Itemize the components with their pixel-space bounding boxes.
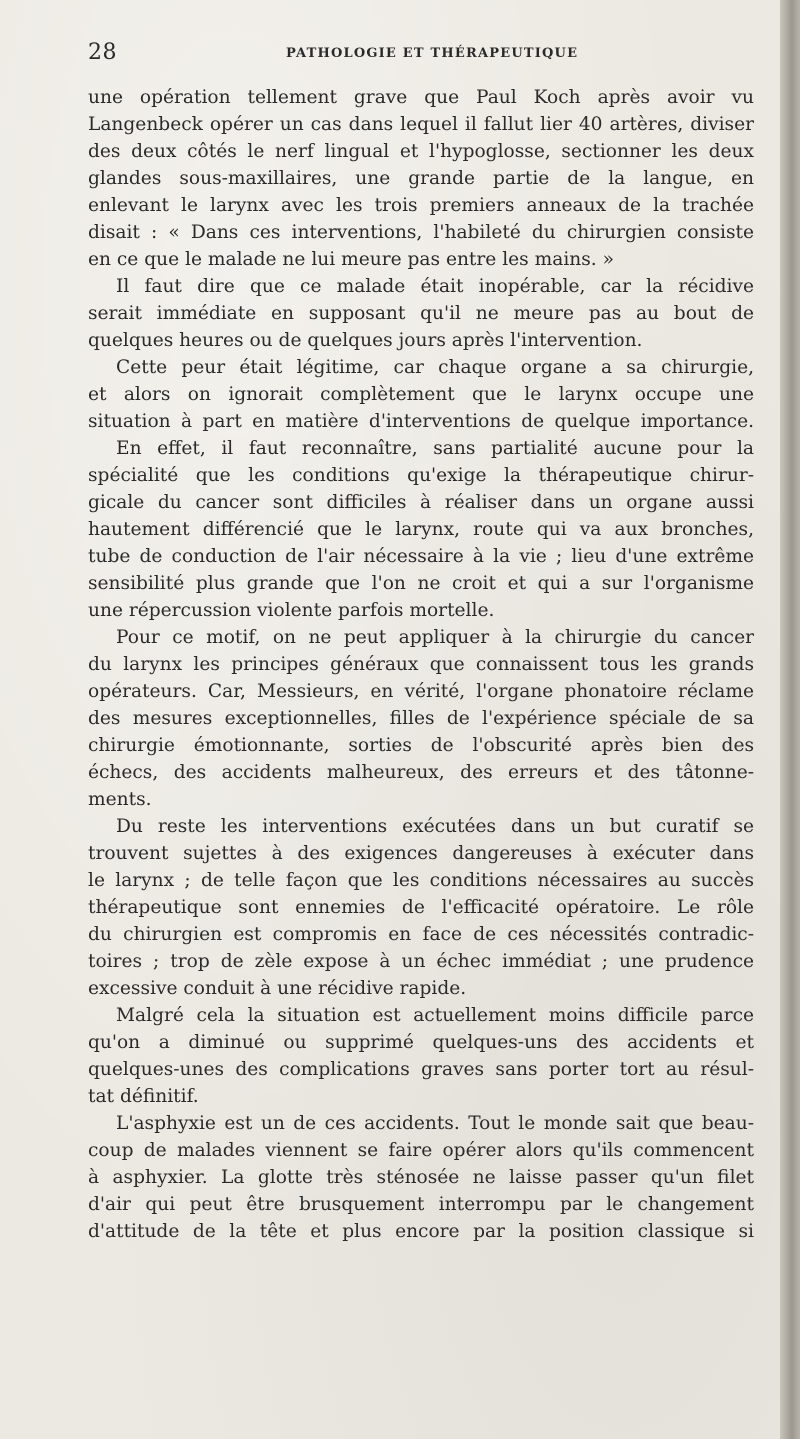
text-line: sensibilité plus grande que l'on ne croit et qui a sur l'organisme bbox=[88, 573, 754, 594]
text-line: chirurgie émotionnante, sorties de l'obscurité après bien des bbox=[88, 735, 754, 756]
text-line: à asphyxier. La glotte très sténosée ne laisse passer qu'un filet bbox=[88, 1167, 754, 1188]
page-header bbox=[88, 40, 752, 70]
text-line: ments. bbox=[88, 789, 152, 810]
page-edge-shadow bbox=[780, 0, 800, 1439]
text-line: quelques heures ou de quelques jours après l'intervention. bbox=[88, 330, 643, 351]
text-line: des deux côtés le nerf lingual et l'hypoglosse, sectionner les deux bbox=[88, 141, 754, 162]
body-text bbox=[88, 84, 754, 1245]
page-number: 28 bbox=[88, 40, 117, 65]
text-line: échecs, des accidents malheureux, des erreurs et des tâtonne- bbox=[88, 762, 754, 783]
text-line: Langenbeck opérer un cas dans lequel il fallut lier 40 artères, diviser bbox=[88, 114, 754, 135]
text-line: Du reste les interventions exécutées dans un but curatif se bbox=[116, 816, 754, 837]
text-line: toires ; trop de zèle expose à un échec immédiat ; une prudence bbox=[88, 951, 754, 972]
text-line: quelques-unes des complications graves sans porter tort au résul- bbox=[88, 1059, 754, 1080]
text-line: Pour ce motif, on ne peut appliquer à la chirurgie du cancer bbox=[116, 627, 754, 648]
text-line: des mesures exceptionnelles, filles de l'expérience spéciale de sa bbox=[88, 708, 754, 729]
text-line: coup de malades viennent se faire opérer alors qu'ils commencent bbox=[88, 1140, 754, 1161]
text-line: Cette peur était légitime, car chaque organe a sa chirurgie, bbox=[116, 357, 754, 378]
running-title: PATHOLOGIE ET THÉRAPEUTIQUE bbox=[286, 46, 579, 61]
text-line: glandes sous-maxillaires, une grande partie de la langue, en bbox=[88, 168, 754, 189]
text-line: tat définitif. bbox=[88, 1086, 199, 1107]
text-line: tube de conduction de l'air nécessaire à la vie ; lieu d'une extrême bbox=[88, 546, 754, 567]
text-line: en ce que le malade ne lui meure pas entre les mains. » bbox=[88, 249, 614, 270]
text-line: spécialité que les conditions qu'exige la thérapeutique chirur- bbox=[88, 465, 754, 486]
text-line: enlevant le larynx avec les trois premiers anneaux de la trachée bbox=[88, 195, 754, 216]
text-line: disait : « Dans ces interventions, l'habileté du chirurgien consiste bbox=[88, 222, 754, 243]
text-line: opérateurs. Car, Messieurs, en vérité, l'organe phonatoire réclame bbox=[88, 681, 754, 702]
text-line: L'asphyxie est un de ces accidents. Tout le monde sait que beau- bbox=[116, 1113, 754, 1134]
text-line: une répercussion violente parfois mortelle. bbox=[88, 600, 495, 621]
text-line: Il faut dire que ce malade était inopérable, car la récidive bbox=[116, 276, 754, 297]
text-line: En effet, il faut reconnaître, sans partialité aucune pour la bbox=[116, 438, 754, 459]
text-line: situation à part en matière d'interventions de quelque importance. bbox=[88, 411, 754, 432]
text-line: trouvent sujettes à des exigences dangereuses à exécuter dans bbox=[88, 843, 754, 864]
text-line: qu'on a diminué ou supprimé quelques-uns des accidents et bbox=[88, 1032, 754, 1053]
text-line: du larynx les principes généraux que connaissent tous les grands bbox=[88, 654, 754, 675]
text-line: excessive conduit à une récidive rapide. bbox=[88, 978, 467, 999]
text-line: serait immédiate en supposant qu'il ne meure pas au bout de bbox=[88, 303, 754, 324]
text-line: et alors on ignorait complètement que le larynx occupe une bbox=[88, 384, 754, 405]
text-line: une opération tellement grave que Paul Koch après avoir vu bbox=[88, 87, 754, 108]
text-line: du chirurgien est compromis en face de ces nécessités contradic- bbox=[88, 924, 754, 945]
text-line: thérapeutique sont ennemies de l'efficacité opératoire. Le rôle bbox=[88, 897, 754, 918]
text-line: d'air qui peut être brusquement interrompu par le changement bbox=[88, 1194, 754, 1215]
text-line: hautement différencié que le larynx, route qui va aux bronches, bbox=[88, 519, 754, 540]
text-line: Malgré cela la situation est actuellement moins difficile parce bbox=[116, 1005, 754, 1026]
text-line: d'attitude de la tête et plus encore par la position classique si bbox=[88, 1221, 754, 1242]
text-line: le larynx ; de telle façon que les conditions nécessaires au succès bbox=[88, 870, 754, 891]
text-line: gicale du cancer sont difficiles à réaliser dans un organe aussi bbox=[88, 492, 754, 513]
